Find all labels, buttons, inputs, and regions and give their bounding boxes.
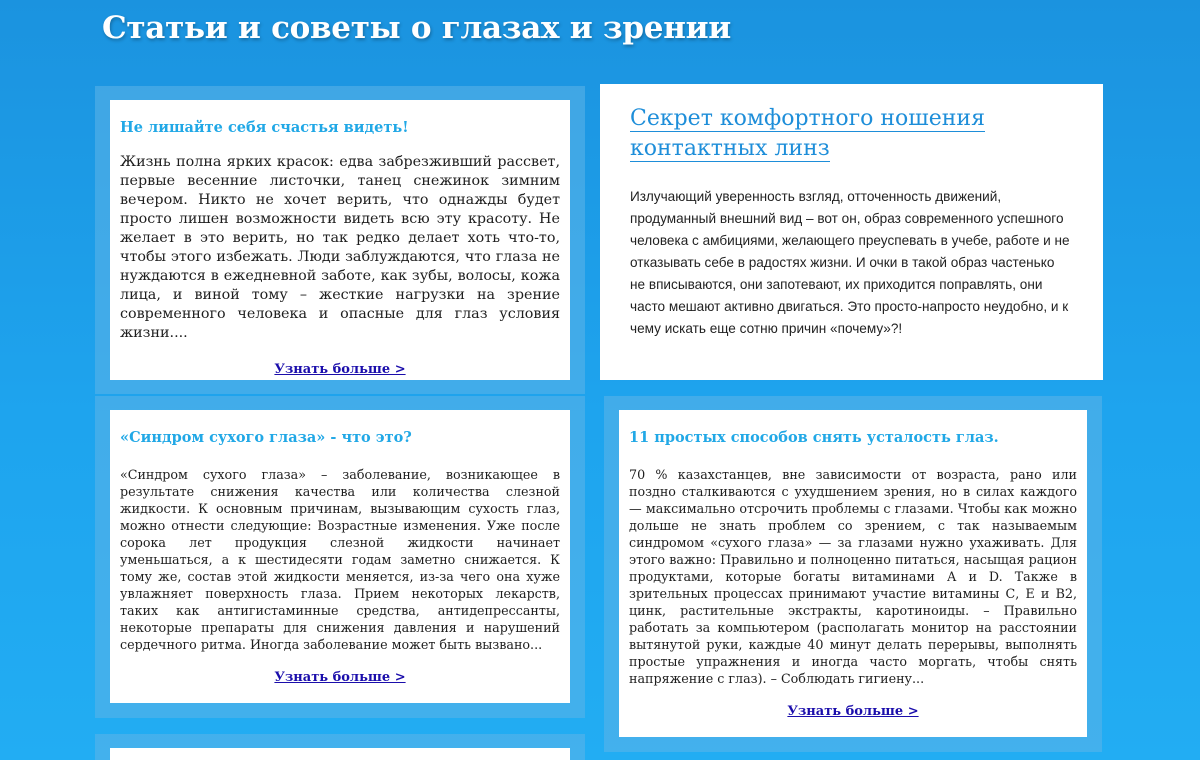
article-card [110, 100, 570, 380]
article-title[interactable]: 11 простых способов снять усталость глаз. [629, 429, 999, 446]
article-title[interactable]: Не лишайте себя счастья видеть! [120, 119, 409, 136]
read-more-link[interactable]: Узнать больше > [274, 362, 406, 377]
article-card [619, 410, 1087, 737]
featured-article-card [600, 84, 1103, 380]
read-more-link[interactable]: Узнать больше > [274, 670, 406, 685]
article-card-partial [110, 748, 570, 760]
page-title: Статьи и советы о глазах и зрении [102, 10, 731, 46]
read-more-link[interactable]: Узнать больше > [787, 704, 919, 719]
article-excerpt: Жизнь полна ярких красок: едва забрезживший рассвет, первые весенние листочки, танец снежинок зимним вечером. Никто не хочет верить, что однажды будет просто лишен возможности видеть всю эту красоту. Не желает в это верить, но так редко делает хоть что-то, чтобы этого избежать. Люди заблуждаются, что глаза не нуждаются в ежедневной заботе, как зубы, волосы, кожа лица, и виной тому – жесткие нагрузки на зрение современного человека и опасные для глаз условия жизни.... [120, 154, 560, 341]
featured-article-excerpt: Излучающий уверенность взгляд, отточенность движений, продуманный внешний вид – вот он, образ современного успешного человека с амбициями, желающего преуспевать в учебе, работе и не отказывать себе в радостях жизни. И очки в такой образ частенько не вписываются, они запотевают, их приходится поправлять, они часто мешают активно двигаться. Это просто-напросто неудобно, и к чему искать еще сотню причин «почему»?! [630, 189, 1070, 336]
featured-article-title-text[interactable]: Секрет комфортного ношения контактных линз [630, 106, 985, 161]
article-title[interactable]: «Синдром сухого глаза» - что это? [120, 429, 412, 446]
article-card [110, 410, 570, 703]
featured-article-title[interactable] [630, 104, 1073, 164]
article-excerpt: 70 % казахстанцев, вне зависимости от возраста, рано или поздно сталкиваются с ухудшением зрения, но в силах каждого — максимально отсрочить проблемы с глазами. Чтобы как можно дольше не знать проблем со зрением, с так называемым синдромом «сухого глаза» — за глазами нужно ухаживать. Для этого важно: Правильно и полноценно питаться, насыщая рацион продуктами, которые богаты витаминами А и D. Также в зрительных процессах принимают участие витамины С, Е и В2, цинк, растительные экстракты, каротиноиды. – Правильно работать за компьютером (располагать монитор на расстоянии вытянутой руки, каждые 40 минут делать перерывы, выполнять простые упражнения и иногда часто моргать, чтобы снять напряжение с глаз). – Соблюдать гигиену... [629, 467, 1077, 686]
article-excerpt: «Синдром сухого глаза» – заболевание, возникающее в результате снижения качества или количества слезной жидкости. К основным причинам, вызывающим сухость глаз, можно отнести следующие: Возрастные изменения. Уже после сорока лет продукция слезной жидкости начинает уменьшаться, а к шестидесяти годам заметно снижается. К тому же, состав этой жидкости меняется, из-за чего она хуже увлажняет поверхность глаза. Прием некоторых лекарств, таких как антигистаминные средства, антидепрессанты, некоторые препараты для снижения давления и нарушений сердечного ритма. Иногда заболевание может быть вызвано... [120, 467, 560, 652]
